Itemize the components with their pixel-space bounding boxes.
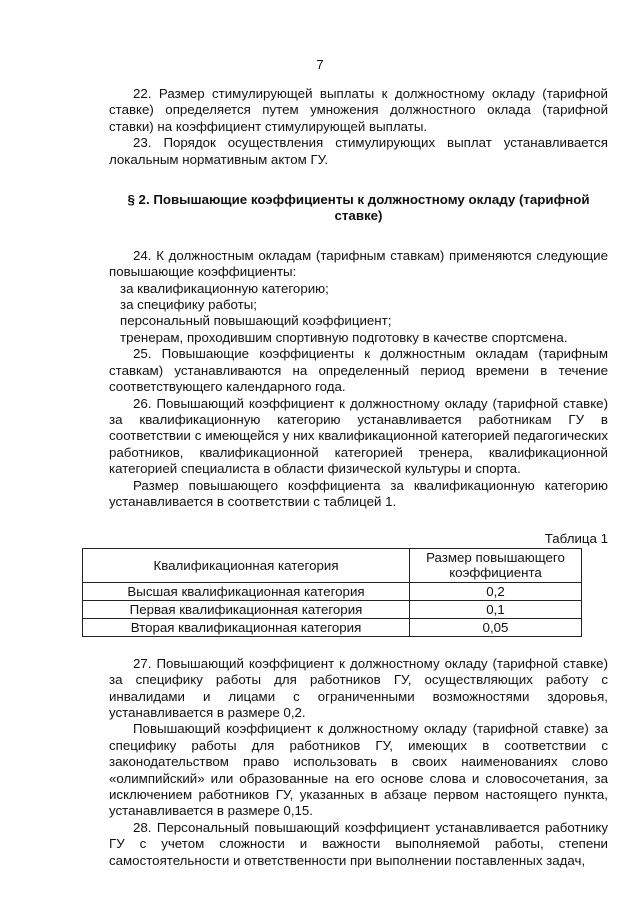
paragraph-27: 27. Повышающий коэффициент к должностному окладу (тарифной ставке) за специфику работы для работников ГУ, осуществляющих работу с инвалидами и лицами с ограниченными возможностями здоровья, устанавливается в размере 0,2. (109, 655, 608, 720)
paragraph-26-size: Размер повышающего коэффициента за квалификационную категорию устанавливается в соответствии с таблицей 1. (109, 477, 608, 509)
table-caption: Таблица 1 (544, 531, 608, 547)
table-cell-value: 0,1 (410, 600, 582, 618)
column-header-coefficient: Размер повышающего коэффициента (410, 548, 582, 582)
section-heading: § 2. Повышающие коэффициенты к должностному окладу (тарифной ставке) (127, 192, 590, 224)
table-cell-category: Первая квалификационная категория (83, 600, 410, 618)
paragraph-22: 22. Размер стимулирующей выплаты к должностному окладу (тарифной ставке) определяется путем умножения должностного оклада (тарифной ставки) на коэффициент стимулирующей выплаты. (109, 86, 608, 134)
paragraph-23: 23. Порядок осуществления стимулирующих выплат устанавливается локальным нормативным актом ГУ. (109, 135, 608, 167)
paragraph-25: 25. Повышающие коэффициенты к должностным окладам (тарифным ставкам) устанавливаются на определенный период времени в течение соответствующего календарного года. (109, 346, 608, 395)
table-row (83, 582, 582, 600)
table-cell-value: 0,2 (410, 582, 582, 600)
column-header-category: Квалификационная категория (83, 548, 410, 582)
coefficient-table (82, 548, 582, 637)
list-item: тренерам, проходившим спортивную подготовку в качестве спортсмена. (120, 329, 568, 345)
table-row (83, 600, 582, 618)
paragraph-24: 24. К должностным окладам (тарифным ставкам) применяются следующие повышающие коэффициенты: (109, 247, 608, 280)
paragraph-28: 28. Персональный повышающий коэффициент устанавливается работнику ГУ с учетом сложности и важности выполняемой работы, степени самостоятельности и ответственности при выполнении поставленных задач, (109, 819, 608, 868)
table-row (83, 618, 582, 636)
list-item: за квалификационную категорию; (120, 280, 329, 296)
table-cell-category: Вторая квалификационная категория (83, 618, 410, 636)
table-cell-value: 0,05 (410, 618, 582, 636)
paragraph-26: 26. Повышающий коэффициент к должностному окладу (тарифной ставке) за квалификационную категорию устанавливается работникам ГУ в соответствии с имеющейся у них квалификационной категорией педагогических работников, квалификационной категорией тренера, квалификационной категорией специалиста в области физической культуры и спорта. (109, 395, 608, 477)
paragraph-27-second: Повышающий коэффициент к должностному окладу (тарифной ставке) за специфику работы для работников ГУ, имеющих в соответствии с законодательством право использовать в своих наименованиях слово «олимпийский» или образованные на его основе слова и словосочетания, за исключением работников ГУ, указанных в абзаце первом настоящего пункта, устанавливается в размере 0,15. (109, 721, 608, 819)
list-item: персональный повышающий коэффициент; (120, 313, 392, 329)
page-number: 7 (316, 57, 324, 72)
document-body (109, 86, 608, 869)
table-header-row (83, 548, 582, 582)
table-cell-category: Высшая квалификационная категория (83, 582, 410, 600)
list-item: за специфику работы; (120, 297, 258, 313)
